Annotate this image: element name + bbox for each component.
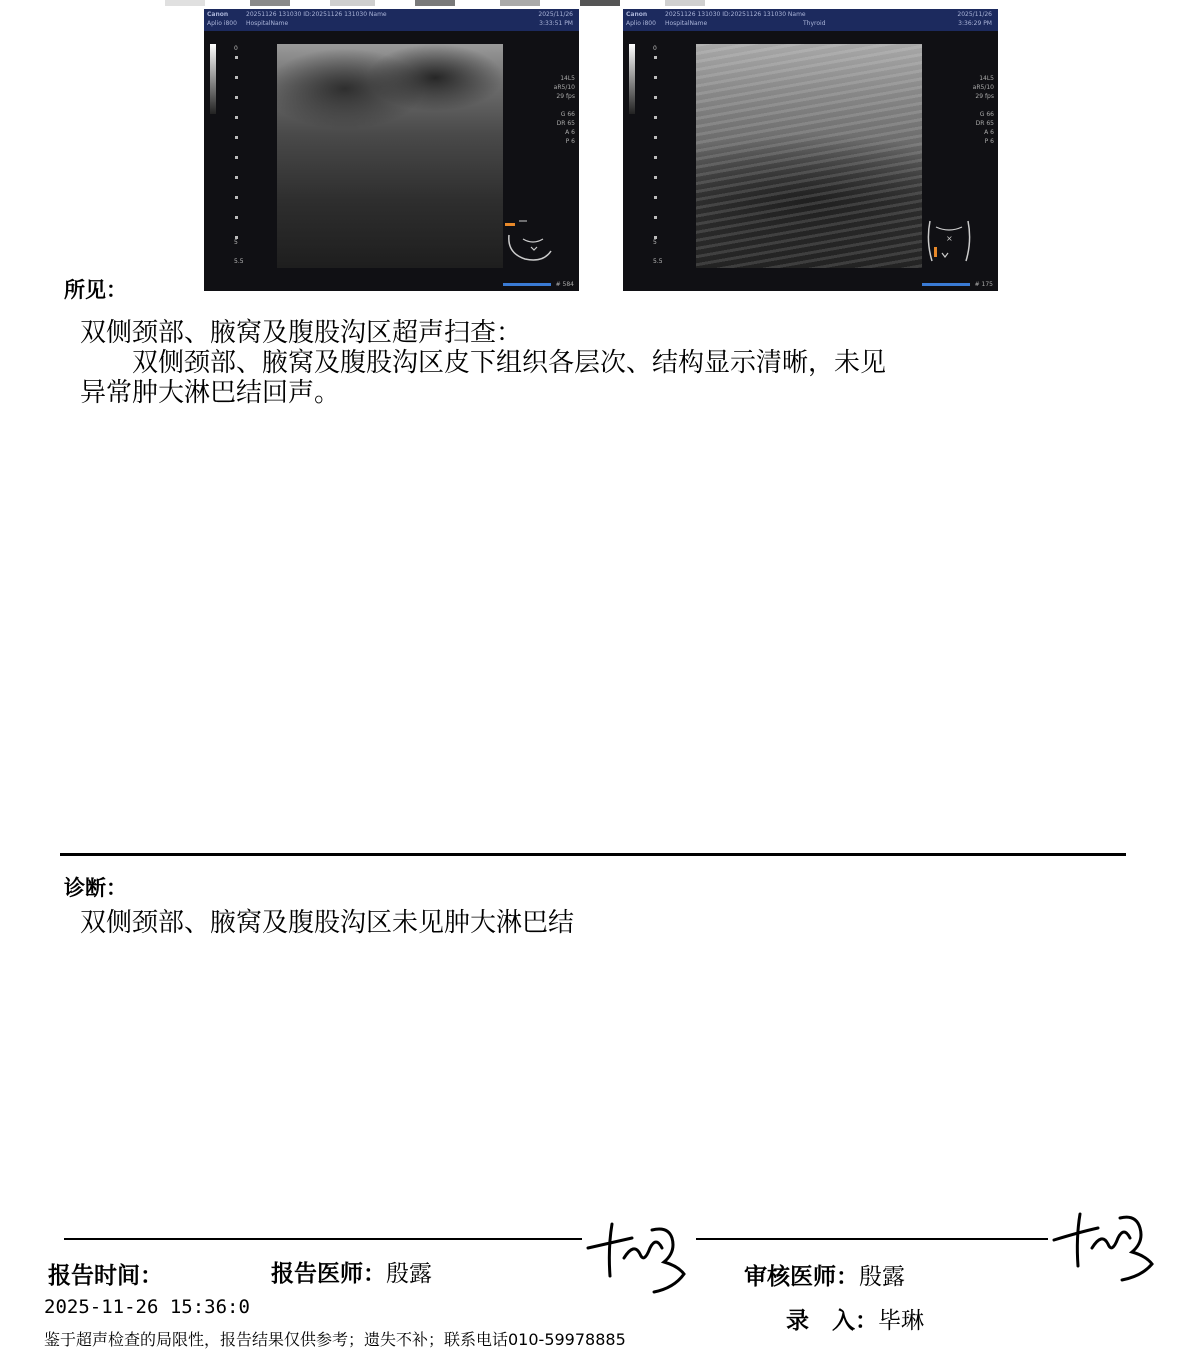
findings-line: 双侧颈部、腋窝及腹股沟区超声扫查： (80, 318, 523, 348)
signature-image-review-doctor (1050, 1206, 1160, 1284)
report-timestamp: 2025-11-26 15:36:0 (44, 1296, 250, 1318)
brand-text: Canon (207, 11, 229, 18)
scan-time: 3:33:51 PM (539, 20, 573, 27)
findings-text (80, 318, 1040, 408)
report-time-label: 报告时间： (48, 1262, 163, 1289)
scale-bar (503, 283, 551, 286)
disclaimer-text: 鉴于超声检查的局限性，报告结果仅供参考；遗失不补；联系电话010-59978885 (44, 1330, 626, 1349)
findings-line: 双侧颈部、腋窝及腹股沟区皮下组织各层次、结构显示清晰，未见 (80, 348, 887, 378)
review-doctor-label: 审核医师： (744, 1263, 859, 1290)
depth-label-bottom: 5.5 (234, 258, 244, 265)
report-doctor-field (271, 1255, 432, 1288)
ultrasound-image-right (623, 9, 998, 291)
section-divider (60, 853, 1126, 856)
diagnosis-label: 诊断： (64, 875, 127, 900)
scan-time: 3:36:29 PM (958, 20, 992, 27)
findings-label: 所见： (64, 277, 127, 302)
grayscale-bar (210, 44, 216, 114)
ultrasound-scan-area (696, 44, 922, 268)
scale-bar (922, 283, 970, 286)
acquisition-params: 14L5 aR5/10 29 fps G 66 DR 65 A 6 P 6 (972, 75, 994, 145)
patient-line: 20251126 131030 ID:20251126 131030 Name (665, 11, 806, 18)
ultrasound-header (204, 9, 579, 31)
device-model-text: Aplio i800 (207, 20, 237, 27)
brand-text: Canon (626, 11, 648, 18)
review-doctor-field (744, 1258, 905, 1291)
scan-date: 2025/11/26 (957, 11, 992, 18)
ultrasound-image-left (204, 9, 579, 291)
preset-text: Thyroid (803, 20, 826, 27)
device-model-text: Aplio i800 (626, 20, 656, 27)
hospital-line: HospitalName (665, 20, 708, 27)
diagnosis-text: 双侧颈部、腋窝及腹股沟区未见肿大淋巴结 (80, 908, 575, 938)
grayscale-bar (629, 44, 635, 114)
depth-label-mid: 5 (234, 239, 238, 246)
report-doctor-name: 殷露 (386, 1261, 432, 1287)
frame-number: # 175 (974, 281, 993, 288)
svg-text:×: × (946, 234, 953, 243)
frame-number: # 584 (555, 281, 574, 288)
review-doctor-name: 殷露 (859, 1264, 905, 1290)
footer-divider-left (64, 1238, 582, 1240)
depth-label-top: 0 (234, 45, 238, 52)
signature-image-report-doctor (584, 1218, 694, 1296)
footer-divider-right (696, 1238, 1048, 1240)
scan-date: 2025/11/26 (538, 11, 573, 18)
depth-label-bottom: 5.5 (653, 258, 663, 265)
top-image-strip (165, 0, 725, 6)
acquisition-params: 14L5 aR5/10 29 fps G 66 DR 65 A 6 P 6 (553, 75, 575, 145)
entry-field (786, 1302, 924, 1335)
patient-line: 20251126 131030 ID:20251126 131030 Name (246, 11, 387, 18)
entry-name: 毕琳 (878, 1308, 924, 1334)
hospital-line: HospitalName (246, 20, 289, 27)
depth-label-mid: 5 (653, 239, 657, 246)
ultrasound-header (623, 9, 998, 31)
torso-marker-icon (922, 217, 976, 265)
entry-label: 录 入： (786, 1307, 878, 1334)
body-marker-icon (503, 217, 557, 265)
depth-label-top: 0 (653, 45, 657, 52)
findings-line: 异常肿大淋巴结回声。 (80, 378, 341, 408)
ultrasound-scan-area (277, 44, 503, 268)
report-doctor-label: 报告医师： (271, 1260, 386, 1287)
